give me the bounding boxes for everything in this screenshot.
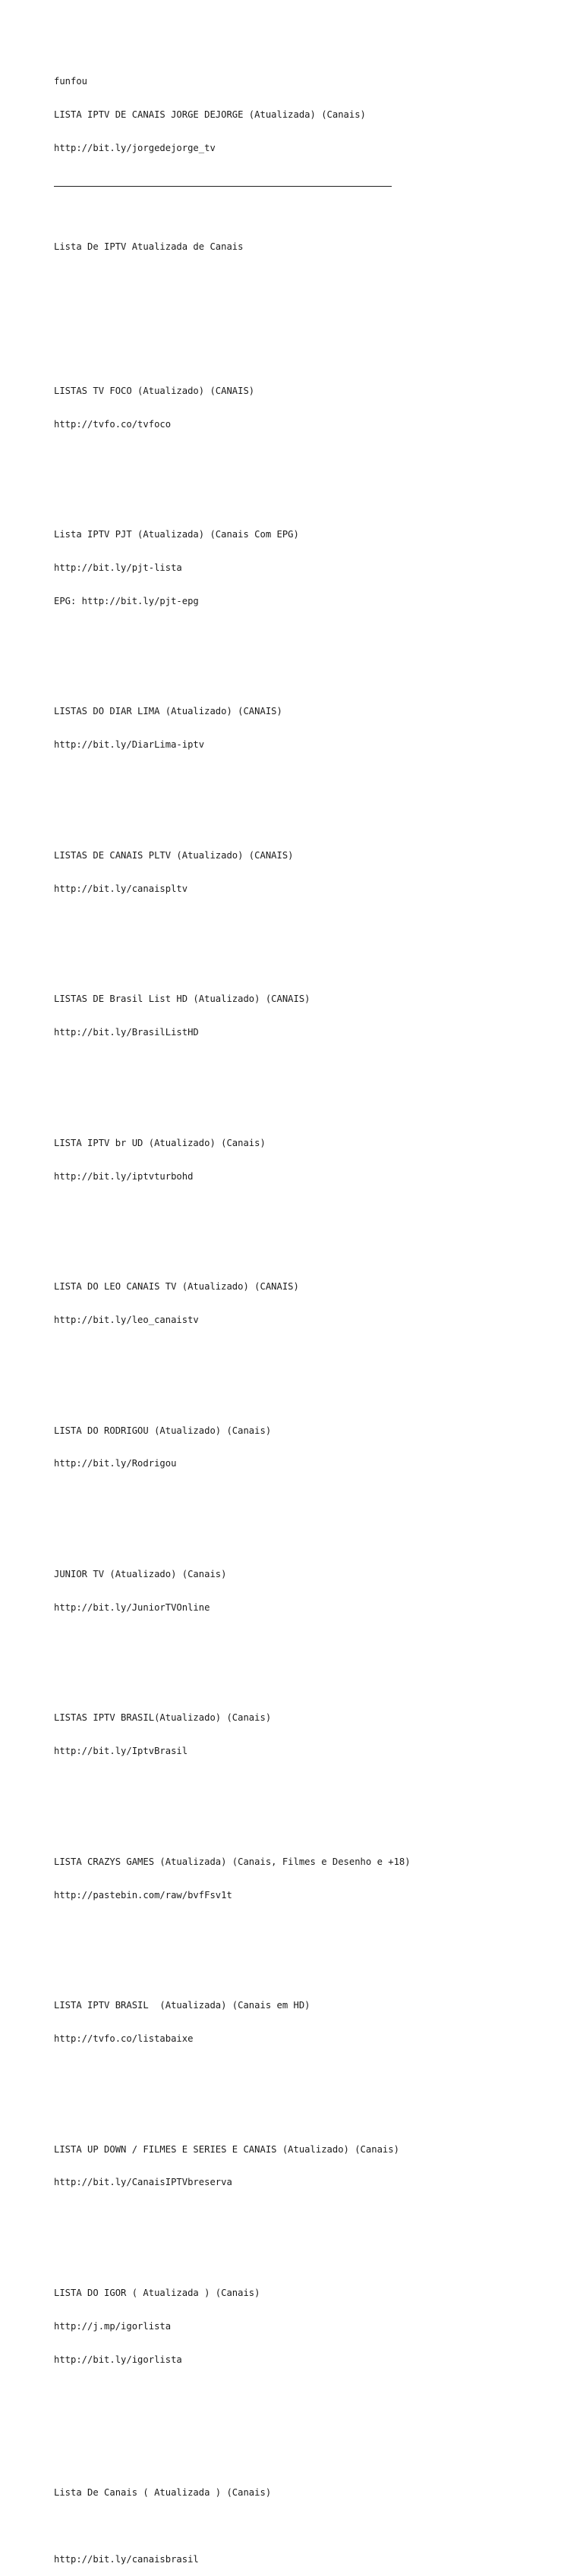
entry-title: JUNIOR TV (Atualizado) (Canais): [54, 1569, 227, 1579]
entry-title: LISTAS IPTV BRASIL(Atualizado) (Canais): [54, 1712, 272, 1724]
header-line-2: LISTA IPTV DE CANAIS JORGE DEJORGE (Atualizada) (Canais): [54, 109, 366, 120]
header-line-1: funfou: [54, 76, 88, 87]
entry-title: LISTAS TV FOCO (Atualizado) (CANAIS): [54, 385, 255, 396]
entry-title: LISTA IPTV br UD (Atualizado) (Canais): [54, 1137, 266, 1148]
entry-link[interactable]: http://bit.ly/BrasilListHD: [54, 1027, 199, 1038]
entry-link[interactable]: http://pastebin.com/raw/bvfFsv1t: [54, 1889, 232, 1901]
entry-title: LISTAS DE Brasil List HD (Atualizado) (CANAIS): [54, 994, 310, 1005]
document-body: [54, 54, 555, 2576]
entry-title: LISTAS DO DIAR LIMA (Atualizado) (CANAIS): [54, 706, 282, 717]
footer-title: Lista De Canais ( Atualizada ) (Canais): [54, 2486, 272, 2498]
list-item: [54, 1259, 555, 1348]
list-item: [54, 1978, 555, 2067]
entry-extra-link[interactable]: EPG: http://bit.ly/pjt-epg: [54, 595, 199, 606]
entry-title: LISTAS DE CANAIS PLTV (Atualizado) (CANAIS): [54, 849, 294, 861]
entry-link[interactable]: http://tvfo.co/tvfoco: [54, 418, 172, 430]
entry-link[interactable]: http://bit.ly/CanaisIPTVbreserva: [54, 2177, 232, 2188]
entry-title: LISTA UP DOWN / FILMES E SERIES E CANAIS (Atualizado) (Canais): [54, 2143, 399, 2155]
entry-title: LISTA CRAZYS GAMES (Atualizada) (Canais, Filmes e Desenho e +18): [54, 1856, 411, 1867]
subtitle: Lista De IPTV Atualizada de Canais: [54, 241, 244, 252]
list-item: [54, 2122, 555, 2211]
list-item: [54, 2266, 555, 2388]
entry-link[interactable]: http://bit.ly/leo_canaistv: [54, 1314, 199, 1325]
entry-title: LISTA DO RODRIGOU (Atualizado) (Canais): [54, 1425, 272, 1436]
list-item: [54, 1547, 555, 1636]
entry-title: LISTA IPTV BRASIL (Atualizada) (Canais em HD): [54, 2000, 310, 2011]
entry-link[interactable]: http://bit.ly/DiarLima-iptv: [54, 739, 205, 751]
footer-link[interactable]: http://bit.ly/canaisbrasil: [54, 2553, 199, 2565]
entry-link[interactable]: http://bit.ly/IptvBrasil: [54, 1746, 188, 1757]
entry-list: [54, 341, 555, 2409]
list-item: [54, 1834, 555, 1923]
entry-title: Lista IPTV PJT (Atualizada) (Canais Com EPG): [54, 529, 299, 540]
entry-link[interactable]: http://bit.ly/pjt-lista: [54, 562, 182, 574]
list-item: [54, 1690, 555, 1779]
list-item: [54, 684, 555, 773]
entry-title: LISTA DO LEO CANAIS TV (Atualizado) (CANAIS): [54, 1281, 299, 1293]
horizontal-rule: [54, 186, 392, 187]
list-item: [54, 364, 555, 452]
entry-link[interactable]: http://j.mp/igorlista: [54, 2320, 172, 2332]
list-item: [54, 1403, 555, 1491]
entry-link[interactable]: http://bit.ly/Rodrigou: [54, 1458, 177, 1469]
entry-link[interactable]: http://bit.ly/iptvturbohd: [54, 1170, 194, 1182]
list-item: [54, 1116, 555, 1205]
entry-link[interactable]: http://bit.ly/JuniorTVOnline: [54, 1601, 210, 1613]
header-link[interactable]: http://bit.ly/jorgedejorge_tv: [54, 142, 216, 153]
entry-title: LISTA DO IGOR ( Atualizada ) (Canais): [54, 2288, 260, 2299]
list-item: [54, 972, 555, 1060]
list-item: [54, 507, 555, 629]
entry-link[interactable]: http://bit.ly/canaispltv: [54, 883, 188, 894]
entry-link[interactable]: http://tvfo.co/listabaixe: [54, 2033, 194, 2045]
entry-extra-link[interactable]: http://bit.ly/igorlista: [54, 2354, 182, 2365]
list-item: [54, 828, 555, 917]
